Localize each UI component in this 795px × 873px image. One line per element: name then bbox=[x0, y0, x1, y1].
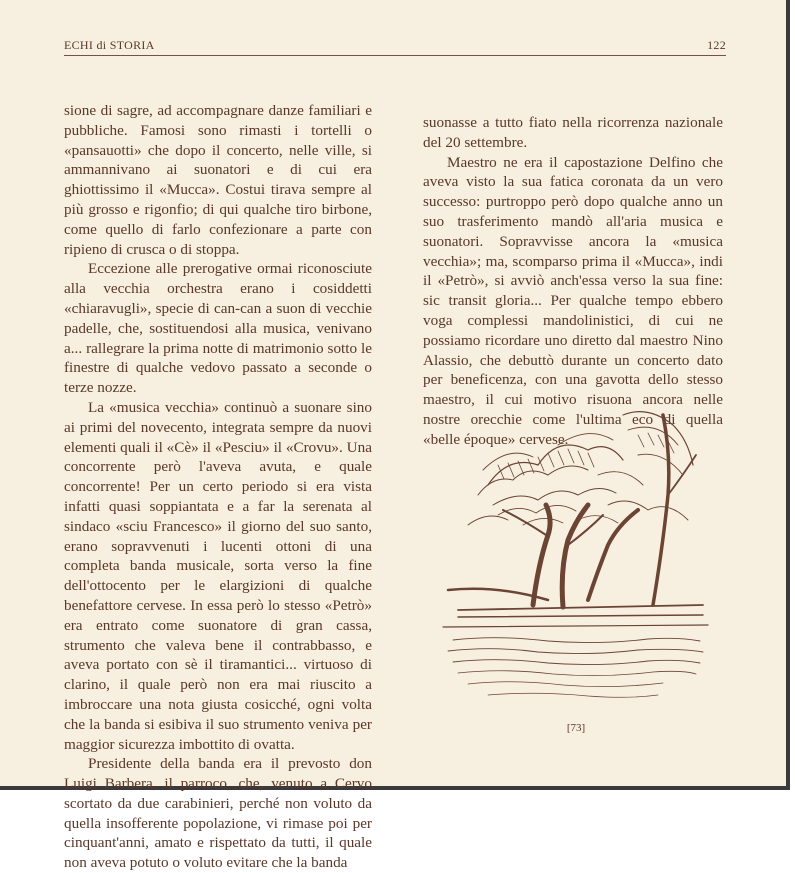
paragraph: Maestro ne era il capostazione Delfino che aveva visto la sua fatica coronata da un vero successo: purtroppo però dopo qualche anno un suo trasferimento mandò all'aria musica e suonatori. Sopravvisse ancora la «musica vecchia»; ma, scomparso prima il «Mucca», indi il «Petrò», si avviò anch'essa verso la sua fine: sic transit gloria... Per qualche tempo ebbero voga complessi mandolinistici, di cui ne possiamo ricordare uno diretto dal maestro Nino Alassio, che debuttò durante un concerto dato per beneficenza, con una gavotta dello stesso maestro, il cui motivo risuona ancora nelle nostre orecchie come l'ultima eco di quella «belle époque» cervese. bbox=[423, 153, 723, 448]
paragraph: La «musica vecchia» continuò a suonare sino ai primi del novecento, integrata sempre da nuovi elementi quali il «Cè» il «Pesciu» il «Crovu». Una concorrente però l'aveva avuta, e quale concorrente! Per un certo periodo si era vista infatti quasi soppiantata e a far la serenata al sindaco «sciu Francesco» il giorno del suo santo, erano sopravvenuti i lucenti ottoni di una completa banda musicale, sorta verso la fine dell'ottocento per le elargizioni di qualche benefattore cervese. In essa però lo stesso «Petrò» era entrato come suonatore di gran cassa, strumento che valeva bene il contrabbasso, e aveva portato con sè il tiramantici... virtuoso di clarino, il quale però non era mai riuscito a imbroccare una nota giusta cosicché, ogni volta che la banda si esibiva il suo strumento veniva per maggior sicurezza imbottito di ovatta. bbox=[64, 398, 372, 753]
running-header bbox=[64, 38, 726, 52]
figure-number: [73] bbox=[566, 722, 586, 734]
header-title: ECHI di STORIA bbox=[64, 38, 155, 52]
header-rule bbox=[64, 55, 726, 56]
paragraph: Eccezione alle prerogative ormai riconosciute alla vecchia orchestra erano i cosiddetti «chiaravugli», specie di can-can a suon di vecchie padelle, che, sostituendosi alla musica, venivano a... rallegrare la prima notte di matrimonio sotto le finestre di qualche vedovo passato a seconde o terze nozze. bbox=[64, 260, 372, 397]
paragraph: sione di sagre, ad accompagnare danze familiari e pubbliche. Famosi sono rimasti i tortelli o «pansauotti» che dopo il concerto, nelle ville, si ammannivano ai suonatori e di cui era ghiottissimo il «Mucca». Costui tirava sempre al più grosso e rigonfio; di qui qualche tiro birbone, come quello di farlo confezionare a parte con ripieno di crusca o di stoppa. bbox=[64, 102, 372, 258]
paragraph: Presidente della banda era il prevosto don Luigi Barbera, il parroco, che, venuto a Cervo scortato da due carabinieri, perché non voluto da quella insofferente popolazione, vi rimase poi per cinquant'anni, amato e rispettato da tutti, il quale non aveva potuto o voluto evitare che la banda bbox=[64, 755, 372, 872]
paragraph: suonasse a tutto fiato nella ricorrenza nazionale del 20 settembre. bbox=[423, 114, 723, 151]
tree-illustration bbox=[438, 395, 714, 710]
page-number: 122 bbox=[707, 38, 726, 52]
illustration-caption bbox=[438, 722, 714, 734]
left-column bbox=[64, 101, 372, 873]
